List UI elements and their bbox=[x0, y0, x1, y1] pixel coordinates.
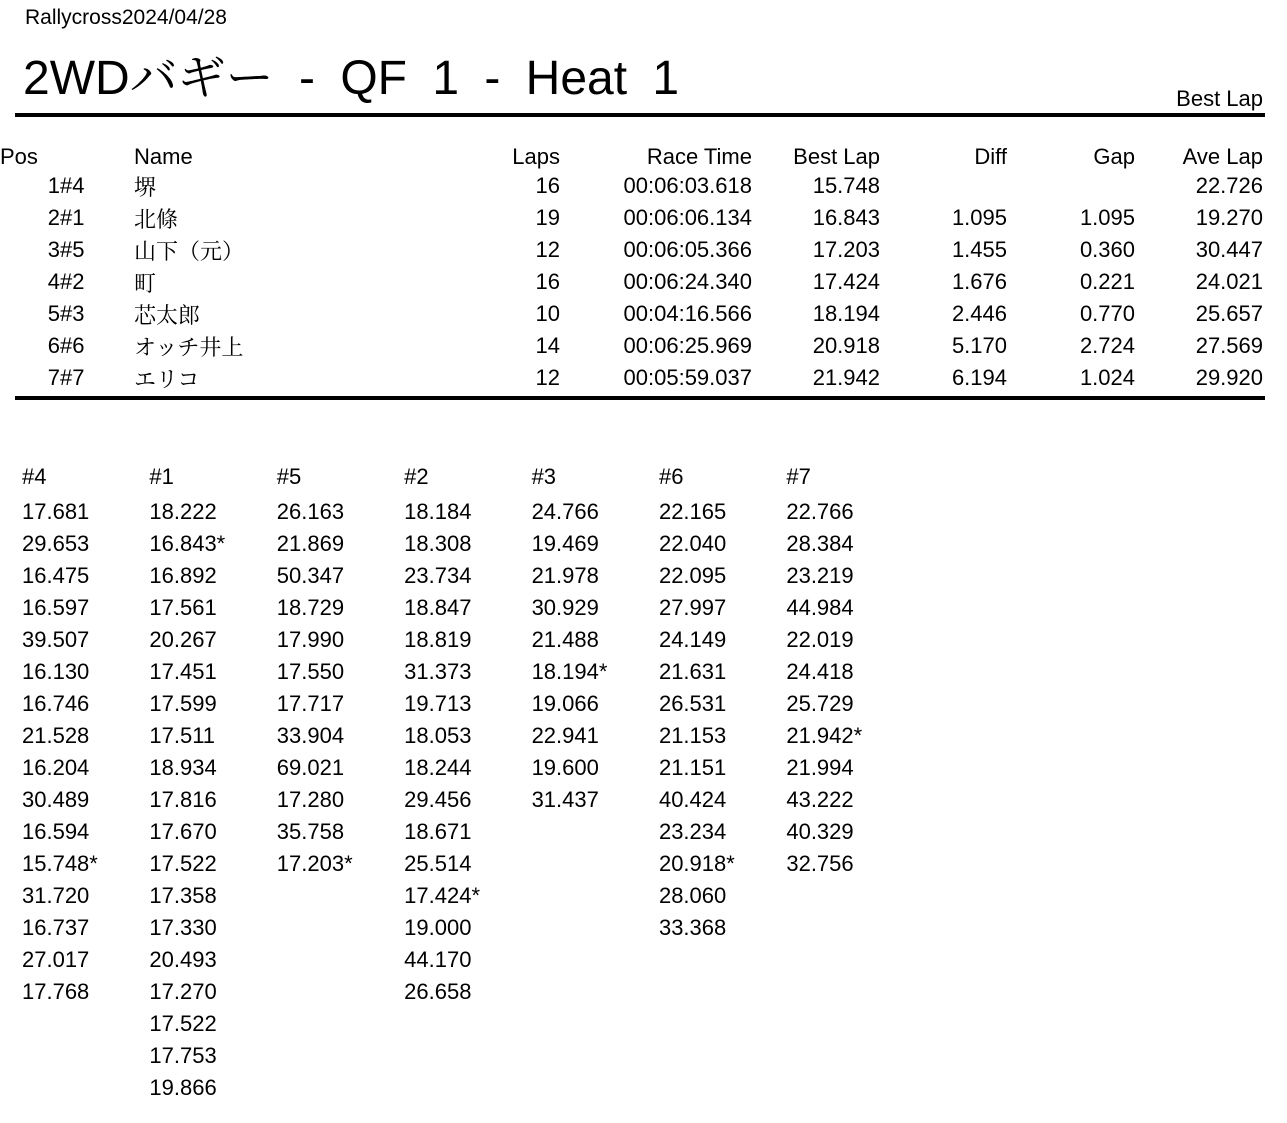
cell-race-time: 00:06:24.340 bbox=[623, 269, 752, 294]
lap-time: 18.244 bbox=[404, 755, 472, 780]
lap-time: 22.040 bbox=[658, 531, 727, 556]
lap-time: 25.514 bbox=[404, 851, 472, 876]
cell-car: #3 bbox=[60, 301, 85, 326]
cell-car: #7 bbox=[60, 365, 85, 390]
lap-column-car-number: #2 bbox=[404, 464, 429, 489]
lap-time: 16.892 bbox=[149, 563, 217, 588]
lap-time: 17.330 bbox=[149, 915, 217, 940]
lap-time: 26.531 bbox=[658, 691, 727, 716]
column-header-name: Name bbox=[134, 144, 193, 169]
lap-column-car-number: #5 bbox=[276, 464, 302, 489]
cell-gap: 1.024 bbox=[1079, 365, 1135, 390]
cell-diff bbox=[880, 170, 1007, 202]
lap-time: 17.768 bbox=[22, 979, 90, 1004]
lap-time: 16.204 bbox=[22, 755, 90, 780]
results-table bbox=[0, 140, 1263, 394]
lap-time: 21.942* bbox=[786, 723, 863, 748]
lap-time: 17.717 bbox=[276, 691, 345, 716]
table-row bbox=[0, 362, 1263, 394]
cell-best-lap: 15.748 bbox=[812, 173, 880, 198]
lap-time: 17.522 bbox=[149, 1011, 217, 1036]
lap-column bbox=[22, 461, 149, 1104]
cell-race-time: 00:05:59.037 bbox=[623, 365, 752, 390]
cell-diff: 2.446 bbox=[951, 301, 1007, 326]
lap-time: 20.267 bbox=[149, 627, 217, 652]
lap-time: 18.308 bbox=[404, 531, 472, 556]
lap-chart bbox=[22, 461, 914, 1104]
lap-time: 19.000 bbox=[404, 915, 472, 940]
lap-time: 19.600 bbox=[531, 755, 599, 780]
cell-best-lap: 18.194 bbox=[812, 301, 880, 326]
lap-column-car-number: #3 bbox=[531, 464, 557, 489]
lap-time: 24.149 bbox=[658, 627, 727, 652]
lap-time: 17.550 bbox=[276, 659, 345, 684]
lap-time: 15.748* bbox=[22, 851, 98, 876]
cell-name: 芯太郎 bbox=[134, 302, 201, 328]
cell-gap bbox=[1007, 170, 1135, 202]
lap-time: 21.488 bbox=[531, 627, 599, 652]
cell-car: #5 bbox=[60, 237, 85, 262]
lap-time: 21.869 bbox=[276, 531, 345, 556]
lap-time: 21.978 bbox=[531, 563, 599, 588]
lap-time: 28.384 bbox=[786, 531, 854, 556]
lap-time: 17.670 bbox=[149, 819, 217, 844]
lap-time: 21.528 bbox=[22, 723, 90, 748]
lap-time: 31.437 bbox=[531, 787, 599, 812]
lap-time: 40.424 bbox=[658, 787, 727, 812]
lap-time: 19.713 bbox=[404, 691, 472, 716]
lap-time: 17.451 bbox=[149, 659, 217, 684]
cell-ave-lap: 24.021 bbox=[1195, 269, 1263, 294]
lap-column bbox=[659, 461, 786, 1104]
cell-name: 山下（元） bbox=[134, 238, 245, 264]
cell-pos: 7 bbox=[47, 365, 60, 390]
cell-gap: 2.724 bbox=[1079, 333, 1135, 358]
cell-pos: 4 bbox=[47, 269, 60, 294]
cell-laps: 12 bbox=[535, 237, 560, 262]
cell-race-time: 00:06:25.969 bbox=[623, 333, 752, 358]
lap-time: 24.418 bbox=[786, 659, 854, 684]
lap-time: 21.994 bbox=[786, 755, 854, 780]
table-row bbox=[0, 330, 1263, 362]
cell-laps: 16 bbox=[535, 173, 560, 198]
lap-time: 22.019 bbox=[786, 627, 854, 652]
cell-race-time: 00:04:16.566 bbox=[623, 301, 752, 326]
lap-time: 40.329 bbox=[786, 819, 854, 844]
cell-pos: 1 bbox=[47, 173, 60, 198]
lap-time: 18.729 bbox=[276, 595, 345, 620]
lap-time: 22.165 bbox=[658, 499, 727, 524]
lap-time: 26.163 bbox=[276, 499, 345, 524]
lap-time: 23.219 bbox=[786, 563, 854, 588]
results-header-row bbox=[0, 140, 1263, 170]
cell-pos: 2 bbox=[47, 205, 60, 230]
lap-time: 17.511 bbox=[149, 723, 216, 748]
cell-best-lap: 17.424 bbox=[812, 269, 880, 294]
cell-best-lap: 20.918 bbox=[812, 333, 880, 358]
lap-time: 30.489 bbox=[22, 787, 90, 812]
lap-time: 35.758 bbox=[276, 819, 345, 844]
cell-pos: 5 bbox=[47, 301, 60, 326]
lap-time: 17.270 bbox=[149, 979, 217, 1004]
lap-time: 33.904 bbox=[276, 723, 345, 748]
cell-best-lap: 21.942 bbox=[812, 365, 880, 390]
cell-laps: 12 bbox=[535, 365, 560, 390]
cell-ave-lap: 22.726 bbox=[1195, 173, 1263, 198]
lap-time: 19.066 bbox=[531, 691, 599, 716]
lap-time: 16.746 bbox=[22, 691, 90, 716]
table-row bbox=[0, 234, 1263, 266]
cell-race-time: 00:06:06.134 bbox=[623, 205, 752, 230]
lap-time: 17.599 bbox=[149, 691, 217, 716]
lap-column-car-number: #1 bbox=[149, 464, 174, 489]
table-row bbox=[0, 202, 1263, 234]
cell-diff: 5.170 bbox=[951, 333, 1007, 358]
lap-time: 16.737 bbox=[22, 915, 90, 940]
cell-name: オッチ井上 bbox=[134, 334, 244, 360]
lap-time: 50.347 bbox=[276, 563, 345, 588]
cell-diff: 1.095 bbox=[951, 205, 1007, 230]
lap-time: 18.847 bbox=[404, 595, 472, 620]
cell-name: 町 bbox=[134, 270, 157, 296]
lap-time: 21.151 bbox=[658, 755, 727, 780]
lap-column bbox=[786, 461, 913, 1104]
lap-time: 43.222 bbox=[786, 787, 854, 812]
table-row bbox=[0, 266, 1263, 298]
lap-time: 16.475 bbox=[22, 563, 90, 588]
cell-car: #4 bbox=[60, 173, 85, 198]
cell-name: 堺 bbox=[134, 174, 157, 200]
cell-name: 北條 bbox=[134, 206, 179, 232]
lap-time: 16.130 bbox=[22, 659, 90, 684]
lap-time: 20.918* bbox=[658, 851, 735, 876]
lap-time: 17.203* bbox=[276, 851, 353, 876]
lap-column-car-number: #4 bbox=[22, 464, 47, 489]
page-title: 2WDバギー - QF 1 - Heat 1 bbox=[23, 52, 680, 105]
cell-best-lap: 16.843 bbox=[812, 205, 880, 230]
lap-time: 16.843* bbox=[149, 531, 226, 556]
lap-column bbox=[149, 461, 276, 1104]
column-header-race-time: Race Time bbox=[646, 144, 752, 169]
lap-time: 18.194* bbox=[531, 659, 608, 684]
column-header-car bbox=[60, 140, 134, 170]
lap-time: 17.561 bbox=[149, 595, 217, 620]
cell-diff: 1.455 bbox=[951, 237, 1007, 262]
lap-time: 21.631 bbox=[658, 659, 727, 684]
column-header-ave-lap: Ave Lap bbox=[1182, 144, 1263, 169]
cell-laps: 14 bbox=[535, 333, 560, 358]
cell-gap: 0.770 bbox=[1079, 301, 1135, 326]
lap-time: 69.021 bbox=[276, 755, 345, 780]
lap-time: 17.522 bbox=[149, 851, 217, 876]
cell-ave-lap: 27.569 bbox=[1195, 333, 1263, 358]
lap-column bbox=[404, 461, 531, 1104]
title-divider-rule bbox=[15, 113, 1265, 117]
lap-time: 22.095 bbox=[658, 563, 727, 588]
column-header-gap: Gap bbox=[1093, 144, 1135, 169]
lap-time: 17.816 bbox=[149, 787, 217, 812]
cell-gap: 0.360 bbox=[1079, 237, 1135, 262]
lap-time: 17.358 bbox=[149, 883, 217, 908]
cell-car: #1 bbox=[60, 205, 85, 230]
column-header-laps: Laps bbox=[512, 144, 560, 169]
lap-time: 18.671 bbox=[404, 819, 472, 844]
cell-ave-lap: 29.920 bbox=[1195, 365, 1263, 390]
lap-column-car-number: #7 bbox=[786, 464, 811, 489]
lap-time: 31.373 bbox=[404, 659, 472, 684]
cell-name: エリコ bbox=[134, 366, 200, 392]
cell-ave-lap: 30.447 bbox=[1195, 237, 1263, 262]
lap-time: 29.653 bbox=[22, 531, 90, 556]
lap-time: 19.866 bbox=[149, 1075, 217, 1100]
lap-time: 44.984 bbox=[786, 595, 854, 620]
lap-column bbox=[277, 461, 404, 1104]
lap-time: 31.720 bbox=[22, 883, 90, 908]
lap-time: 18.934 bbox=[149, 755, 217, 780]
column-header-diff: Diff bbox=[974, 144, 1007, 169]
lap-time: 18.222 bbox=[149, 499, 217, 524]
cell-ave-lap: 25.657 bbox=[1195, 301, 1263, 326]
lap-time: 29.456 bbox=[404, 787, 472, 812]
best-lap-corner-label: Best Lap bbox=[1176, 86, 1263, 111]
lap-time: 18.819 bbox=[404, 627, 472, 652]
lap-time: 39.507 bbox=[22, 627, 90, 652]
lap-time: 22.766 bbox=[786, 499, 854, 524]
lap-time: 18.053 bbox=[404, 723, 472, 748]
column-header-best-lap: Best Lap bbox=[793, 144, 880, 169]
lap-time: 16.597 bbox=[22, 595, 90, 620]
cell-pos: 3 bbox=[47, 237, 60, 262]
lap-time: 21.153 bbox=[658, 723, 727, 748]
table-row bbox=[0, 170, 1263, 202]
lap-time: 19.469 bbox=[531, 531, 599, 556]
lap-time: 18.184 bbox=[404, 499, 472, 524]
lap-time: 27.017 bbox=[22, 947, 90, 972]
lap-time: 30.929 bbox=[531, 595, 599, 620]
lap-time: 23.734 bbox=[404, 563, 472, 588]
lap-time: 28.060 bbox=[658, 883, 727, 908]
lap-time: 33.368 bbox=[658, 915, 727, 940]
lap-time: 24.766 bbox=[531, 499, 599, 524]
table-row bbox=[0, 298, 1263, 330]
cell-diff: 1.676 bbox=[951, 269, 1007, 294]
lap-column-car-number: #6 bbox=[658, 464, 684, 489]
results-body bbox=[0, 170, 1263, 394]
lap-time: 20.493 bbox=[149, 947, 217, 972]
lap-time: 44.170 bbox=[404, 947, 472, 972]
lap-time: 27.997 bbox=[658, 595, 727, 620]
lap-time: 17.280 bbox=[276, 787, 345, 812]
cell-ave-lap: 19.270 bbox=[1195, 205, 1263, 230]
results-divider-rule bbox=[15, 396, 1265, 400]
event-date-line: Rallycross2024/04/28 bbox=[25, 6, 227, 29]
column-header-pos: Pos bbox=[0, 144, 38, 169]
cell-gap: 0.221 bbox=[1079, 269, 1135, 294]
cell-laps: 10 bbox=[535, 301, 560, 326]
cell-race-time: 00:06:05.366 bbox=[623, 237, 752, 262]
cell-laps: 16 bbox=[535, 269, 560, 294]
cell-gap: 1.095 bbox=[1079, 205, 1135, 230]
lap-time: 32.756 bbox=[786, 851, 854, 876]
cell-diff: 6.194 bbox=[951, 365, 1007, 390]
lap-time: 22.941 bbox=[531, 723, 599, 748]
lap-time: 16.594 bbox=[22, 819, 90, 844]
lap-time: 25.729 bbox=[786, 691, 854, 716]
lap-time: 17.990 bbox=[276, 627, 345, 652]
lap-time: 23.234 bbox=[658, 819, 727, 844]
lap-time: 26.658 bbox=[404, 979, 472, 1004]
lap-time: 17.753 bbox=[149, 1043, 217, 1068]
cell-best-lap: 17.203 bbox=[812, 237, 880, 262]
cell-pos: 6 bbox=[47, 333, 60, 358]
cell-race-time: 00:06:03.618 bbox=[623, 173, 752, 198]
cell-car: #6 bbox=[60, 333, 85, 358]
cell-car: #2 bbox=[60, 269, 85, 294]
cell-laps: 19 bbox=[535, 205, 560, 230]
lap-time: 17.424* bbox=[404, 883, 481, 908]
lap-column bbox=[532, 461, 659, 1104]
lap-time: 17.681 bbox=[22, 499, 90, 524]
